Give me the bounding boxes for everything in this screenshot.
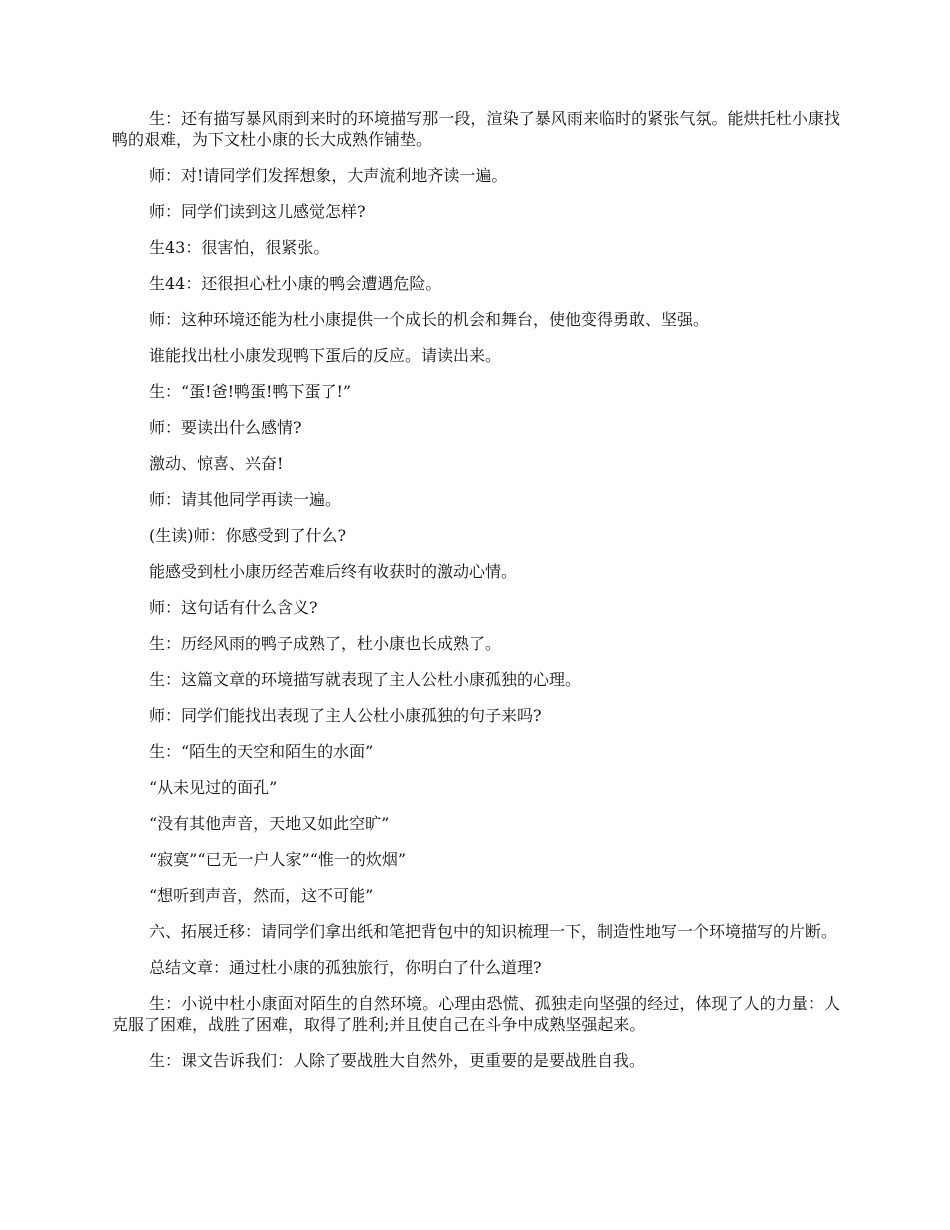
paragraph: 生44：还很担心杜小康的鸭会遭遇危险。 — [149, 274, 442, 293]
document-body — [112, 108, 840, 1086]
paragraph: “想听到声音，然而，这不可能” — [149, 886, 374, 905]
paragraph: 能感受到杜小康历经苦难后终有收获时的激动心情。 — [149, 562, 518, 581]
paragraph: 谁能找出杜小康发现鸭下蛋后的反应。请读出来。 — [149, 346, 502, 365]
paragraph: 师：对!请同学们发挥想象，大声流利地齐读一遍。 — [149, 166, 508, 185]
paragraph: 生：课文告诉我们：人除了要战胜大自然外，更重要的是要战胜自我。 — [149, 1051, 646, 1070]
paragraph: 师：这种环境还能为杜小康提供一个成长的机会和舞台，使他变得勇敢、坚强。 — [149, 310, 710, 329]
paragraph: 师：同学们能找出表现了主人公杜小康孤独的句子来吗? — [149, 706, 542, 725]
paragraph: 生：这篇文章的环境描写就表现了主人公杜小康孤独的心理。 — [149, 670, 582, 689]
paragraph: 总结文章：通过杜小康的孤独旅行，你明白了什么道理? — [149, 958, 542, 977]
paragraph: 激动、惊喜、兴奋! — [149, 454, 284, 473]
paragraph: 生43：很害怕，很紧张。 — [149, 238, 330, 257]
paragraph: 生：小说中杜小康面对陌生的自然环境。心理由恐慌、孤独走向坚强的经过，体现了人的力量：人克服了困难，战胜了困难，取得了胜利;并且使自己在斗争中成熟坚强起来。 — [112, 994, 840, 1034]
paragraph: 生：“陌生的天空和陌生的水面” — [149, 742, 374, 761]
paragraph: 师：要读出什么感情? — [149, 418, 302, 437]
paragraph: “寂寞”“已无一户人家”“惟一的炊烟” — [149, 850, 407, 869]
paragraph: 师：这句话有什么含义? — [149, 598, 318, 617]
paragraph: 生：历经风雨的鸭子成熟了，杜小康也长成熟了。 — [149, 634, 502, 653]
paragraph: 生：“蛋!爸!鸭蛋!鸭下蛋了!” — [149, 382, 352, 401]
paragraph: 六、拓展迁移：请同学们拿出纸和笔把背包中的知识梳理一下，制造性地写一个环境描写的片断。 — [149, 922, 838, 941]
paragraph: 师：请其他同学再读一遍。 — [149, 490, 342, 509]
paragraph: 生：还有描写暴风雨到来时的环境描写那一段，渲染了暴风雨来临时的紧张气氛。能烘托杜小康找鸭的艰难，为下文杜小康的长大成熟作铺垫。 — [112, 109, 840, 149]
paragraph: “没有其他声音，天地又如此空旷” — [149, 814, 390, 833]
paragraph: (生读)师：你感受到了什么? — [149, 526, 347, 545]
paragraph: “从未见过的面孔” — [149, 778, 278, 797]
paragraph: 师：同学们读到这儿感觉怎样? — [149, 202, 366, 221]
